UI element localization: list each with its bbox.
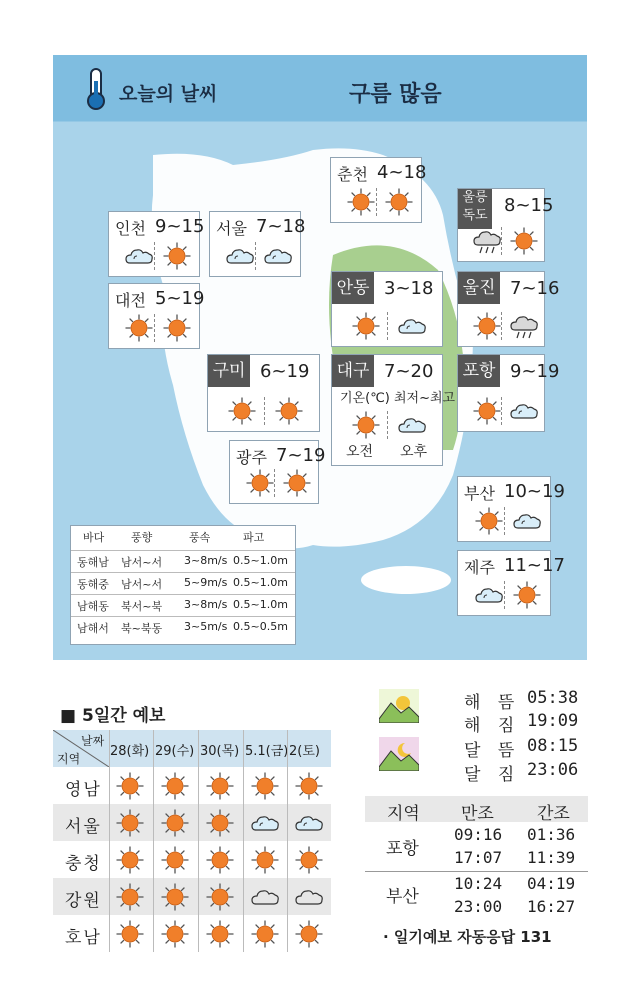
cloud-icon bbox=[398, 312, 426, 340]
sun-icon bbox=[206, 772, 234, 800]
tide-low: 16:27 bbox=[527, 897, 576, 916]
forecast-date: 5.1(금) bbox=[245, 744, 289, 759]
cloud-icon bbox=[475, 581, 503, 609]
sun-icon bbox=[513, 581, 541, 609]
sea-table bbox=[70, 525, 296, 645]
cloud-icon bbox=[398, 411, 426, 439]
tide-divider bbox=[365, 871, 588, 872]
sun-icon bbox=[161, 772, 189, 800]
am-pm-divider bbox=[154, 314, 155, 342]
sun-icon bbox=[385, 188, 413, 216]
am-pm-divider bbox=[387, 411, 388, 439]
forecast-row bbox=[53, 804, 331, 841]
forecast-region: 충청 bbox=[65, 854, 102, 874]
city-temp: 7~20 bbox=[384, 361, 434, 382]
sea-row: 동해중 남서~서 5~9m/s 0.5~1.0m bbox=[71, 572, 295, 593]
tide-low: 11:39 bbox=[527, 848, 576, 867]
am-pm-divider bbox=[501, 312, 502, 340]
tide-port: 포항 bbox=[386, 839, 419, 859]
tide-header: 지역 만조 간조 bbox=[365, 796, 588, 822]
rain-cloud-icon bbox=[510, 312, 538, 340]
sunrise-label: 해 뜸 bbox=[464, 693, 521, 713]
am-pm-divider bbox=[387, 312, 388, 340]
footer-note: · 일기예보 자동응답 131 bbox=[383, 928, 552, 946]
sun-icon bbox=[352, 312, 380, 340]
sun-icon bbox=[228, 397, 256, 425]
sun-icon bbox=[206, 920, 234, 948]
sea-row: 동해남 남서~서 3~8m/s 0.5~1.0m bbox=[71, 550, 295, 571]
cloud-icon bbox=[264, 242, 292, 270]
moonrise-label: 달 뜸 bbox=[464, 741, 521, 761]
sun-icon bbox=[295, 920, 323, 948]
forecast-region: 호남 bbox=[65, 928, 102, 948]
sun-icon bbox=[473, 397, 501, 425]
column-divider bbox=[287, 730, 288, 952]
sun-icon bbox=[161, 920, 189, 948]
sun-icon bbox=[161, 883, 189, 911]
forecast-title: ■ 5일간 예보 bbox=[60, 706, 166, 726]
city-box bbox=[457, 271, 560, 347]
sun-icon bbox=[246, 469, 274, 497]
am-pm-divider bbox=[264, 397, 265, 425]
column-divider bbox=[243, 730, 244, 952]
forecast-row bbox=[53, 841, 331, 878]
forecast-date: 2(토) bbox=[289, 744, 320, 759]
city-name: 춘천 bbox=[337, 165, 368, 184]
city-box bbox=[108, 283, 205, 349]
city-box bbox=[108, 211, 205, 277]
am-pm-divider bbox=[501, 397, 502, 425]
tide-high: 17:07 bbox=[454, 848, 503, 867]
sunrise-time: 05:38 bbox=[527, 688, 579, 708]
forecast-date: 28(화) bbox=[110, 744, 150, 759]
city-temp: 9~15 bbox=[155, 216, 205, 237]
city-name: 포항 bbox=[458, 355, 500, 387]
city-box bbox=[330, 157, 427, 223]
sun-icon bbox=[352, 411, 380, 439]
sunset-time: 19:09 bbox=[527, 711, 579, 731]
cloud-icon bbox=[226, 242, 254, 270]
city-temp: 7~16 bbox=[510, 278, 560, 299]
city-temp: 8~15 bbox=[504, 195, 554, 216]
forecast-date: 29(수) bbox=[155, 744, 195, 759]
sun-icon bbox=[295, 846, 323, 874]
forecast-region: 영남 bbox=[65, 780, 102, 800]
sea-row: 남해동 북서~북 3~8m/s 0.5~1.0m bbox=[71, 594, 295, 615]
forecast-region: 강원 bbox=[65, 891, 102, 911]
city-name: 안동 bbox=[332, 272, 374, 304]
cloud-icon bbox=[251, 809, 279, 837]
cloud-gray-icon bbox=[295, 883, 323, 911]
sunset-icon bbox=[379, 689, 419, 723]
moon-icon bbox=[379, 737, 419, 771]
sun-icon bbox=[116, 883, 144, 911]
city-temp: 7~18 bbox=[256, 216, 306, 237]
column-divider bbox=[153, 730, 154, 952]
sun-icon bbox=[251, 846, 279, 874]
legend-am: 오전 bbox=[346, 444, 374, 460]
sun-icon bbox=[116, 920, 144, 948]
cloud-icon bbox=[125, 242, 153, 270]
cloud-icon bbox=[295, 809, 323, 837]
column-divider bbox=[109, 730, 110, 952]
city-box bbox=[457, 354, 560, 432]
header-bar bbox=[53, 55, 587, 121]
am-pm-divider bbox=[274, 469, 275, 497]
sea-row: 남해서 북~북동 3~5m/s 0.5~0.5m bbox=[71, 616, 295, 637]
sun-icon bbox=[283, 469, 311, 497]
city-name: 대구 bbox=[332, 355, 374, 387]
sun-icon bbox=[251, 920, 279, 948]
forecast-date: 30(목) bbox=[200, 744, 240, 759]
sun-icon bbox=[206, 846, 234, 874]
sea-header-direction: 풍향 bbox=[131, 531, 153, 544]
city-name: 대전 bbox=[115, 291, 146, 310]
sun-icon bbox=[473, 312, 501, 340]
header-title: 오늘의 날씨 bbox=[119, 83, 218, 105]
city-temp: 3~18 bbox=[384, 278, 434, 299]
city-box bbox=[209, 211, 306, 277]
moonrise-time: 08:15 bbox=[527, 736, 579, 756]
sun-icon bbox=[510, 227, 538, 255]
sunset-label: 해 짐 bbox=[464, 716, 521, 736]
city-name: 인천 bbox=[115, 219, 146, 238]
city-box bbox=[331, 354, 456, 466]
moonset-time: 23:06 bbox=[527, 760, 579, 780]
am-pm-divider bbox=[504, 581, 505, 609]
forecast-row bbox=[53, 878, 331, 915]
tide-high: 10:24 bbox=[454, 874, 503, 893]
cloud-gray-icon bbox=[251, 883, 279, 911]
legend-temp-label: 기온(℃) 최저~최고 bbox=[340, 391, 456, 406]
corner-region: 지역 bbox=[57, 752, 81, 766]
sun-icon bbox=[125, 314, 153, 342]
sea-header-speed: 풍속 bbox=[189, 531, 211, 544]
corner-date: 날짜 bbox=[81, 734, 105, 748]
sun-icon bbox=[116, 809, 144, 837]
sun-icon bbox=[163, 314, 191, 342]
city-temp: 11~17 bbox=[504, 555, 565, 576]
sun-icon bbox=[116, 772, 144, 800]
weather-condition: 구름 많음 bbox=[349, 82, 442, 107]
am-pm-divider bbox=[376, 188, 377, 216]
tide-port: 부산 bbox=[386, 887, 419, 907]
sun-icon bbox=[163, 242, 191, 270]
city-box bbox=[331, 271, 443, 347]
sun-icon bbox=[206, 809, 234, 837]
sun-icon bbox=[161, 846, 189, 874]
tide-low: 04:19 bbox=[527, 874, 576, 893]
tide-low: 01:36 bbox=[527, 825, 576, 844]
city-temp: 9~19 bbox=[510, 361, 560, 382]
city-box bbox=[207, 354, 320, 432]
am-pm-divider bbox=[504, 507, 505, 535]
tide-high: 23:00 bbox=[454, 897, 503, 916]
city-name: 제주 bbox=[464, 558, 495, 577]
city-temp: 10~19 bbox=[504, 481, 565, 502]
sun-icon bbox=[295, 772, 323, 800]
forecast-row bbox=[53, 767, 331, 804]
city-temp: 7~19 bbox=[276, 445, 326, 466]
forecast-row bbox=[53, 915, 331, 952]
sea-header-sea: 바다 bbox=[83, 531, 105, 544]
legend-pm: 오후 bbox=[400, 444, 428, 460]
tide-high: 09:16 bbox=[454, 825, 503, 844]
sun-icon bbox=[116, 846, 144, 874]
am-pm-divider bbox=[255, 242, 256, 270]
city-box bbox=[457, 188, 554, 262]
city-name: 광주 bbox=[236, 448, 267, 467]
sun-icon bbox=[275, 397, 303, 425]
sun-icon bbox=[251, 772, 279, 800]
moonset-label: 달 짐 bbox=[464, 765, 521, 785]
sea-header-wave: 파고 bbox=[243, 531, 265, 544]
city-name: 서울 bbox=[216, 219, 247, 238]
city-box bbox=[457, 550, 565, 616]
city-temp: 6~19 bbox=[260, 361, 310, 382]
city-name: 울진 bbox=[458, 272, 500, 304]
city-name: 울릉 독도 bbox=[458, 189, 492, 229]
am-pm-divider bbox=[154, 242, 155, 270]
column-divider bbox=[198, 730, 199, 952]
cloud-icon bbox=[513, 507, 541, 535]
forecast-region: 서울 bbox=[65, 817, 102, 837]
city-box bbox=[229, 440, 326, 504]
sun-icon bbox=[206, 883, 234, 911]
sun-icon bbox=[161, 809, 189, 837]
city-name: 부산 bbox=[464, 484, 495, 503]
am-pm-divider bbox=[501, 227, 502, 255]
rain-cloud-icon bbox=[473, 227, 501, 255]
city-name: 구미 bbox=[208, 355, 250, 387]
thermometer-icon bbox=[83, 67, 109, 111]
city-temp: 4~18 bbox=[377, 162, 427, 183]
sun-icon bbox=[347, 188, 375, 216]
city-temp: 5~19 bbox=[155, 288, 205, 309]
sun-icon bbox=[475, 507, 503, 535]
city-box bbox=[457, 476, 565, 542]
cloud-icon bbox=[510, 397, 538, 425]
